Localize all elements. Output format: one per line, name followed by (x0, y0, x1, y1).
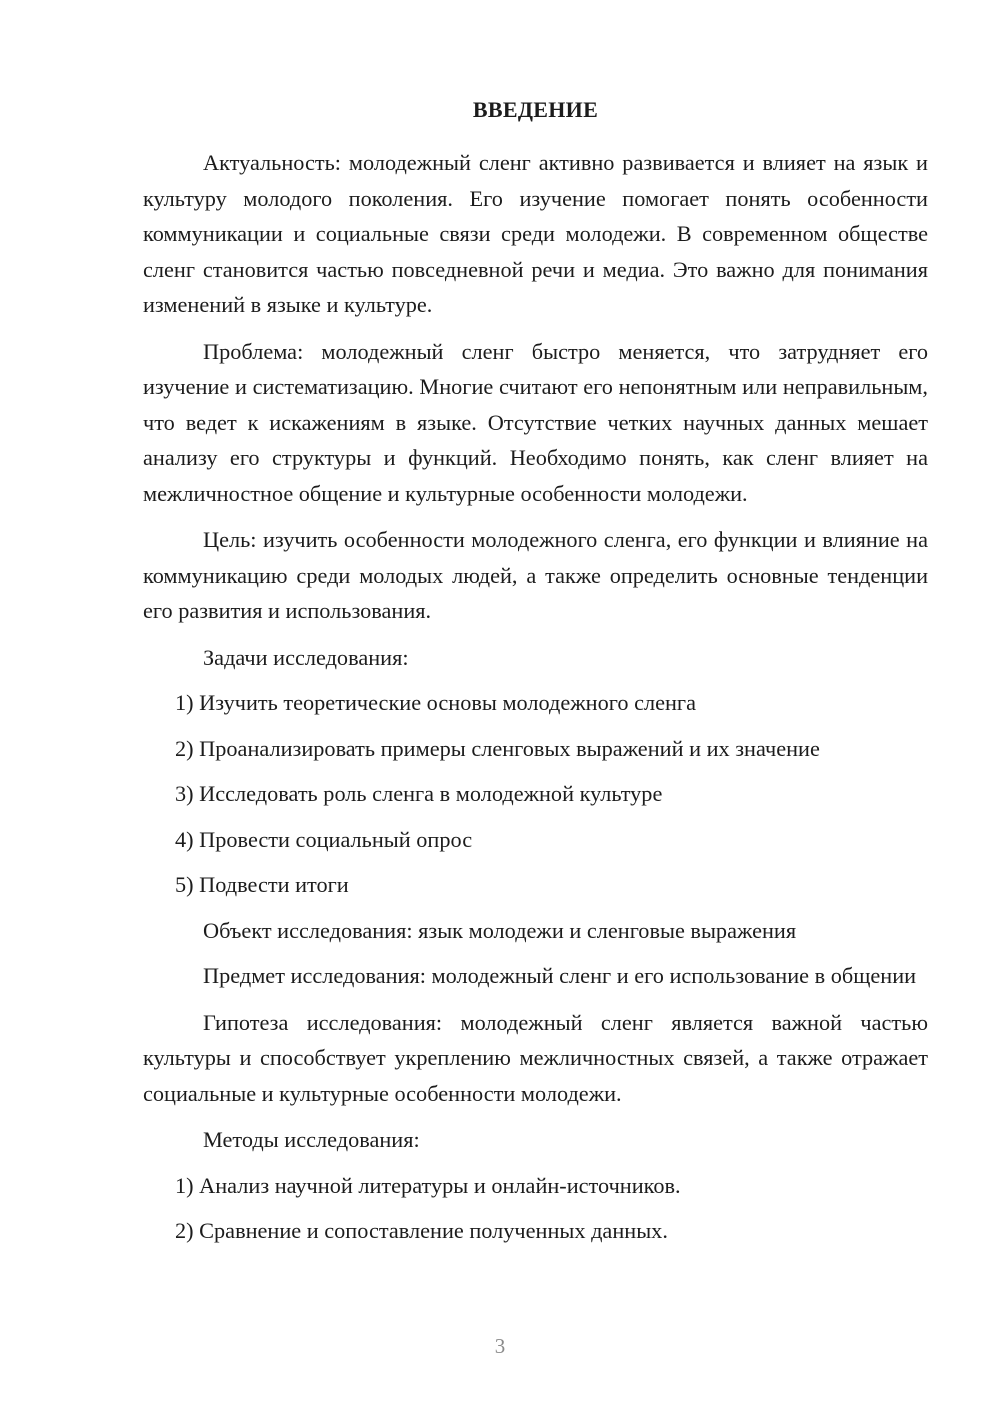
task-item: 1) Изучить теоретические основы молодежного сленга (175, 690, 696, 715)
page-content (143, 93, 928, 1259)
research-subject: Предмет исследования: молодежный сленг и его использование в общении (203, 963, 917, 988)
section-heading: ВВЕДЕНИЕ (472, 97, 599, 122)
task-item: 2) Проанализировать примеры сленговых выражений и их значение (175, 735, 820, 761)
page-number: 3 (494, 1334, 506, 1358)
problem-paragraph: Проблема: молодежный сленг быстро меняется, что затрудняет его изучение и систематизацию. Многие считают его непонятным или неправильным, что ведет к искажениям в языке. Отсутствие четких научных данных мешает анализу его структуры и функций. Необходимо понять, как сленг влияет на межличностное общение и культурные особенности молодежи. (143, 338, 928, 506)
task-item: 4) Провести социальный опрос (175, 826, 473, 852)
tasks-title: Задачи исследования: (203, 644, 409, 670)
goal-paragraph: Цель: изучить особенности молодежного сленга, его функции и влияние на коммуникацию среди молодых людей, а также определить основные тенденции его развития и использования. (143, 527, 928, 623)
method-item: 2) Сравнение и сопоставление полученных данных. (175, 1218, 668, 1243)
research-hypothesis: Гипотеза исследования: молодежный сленг является важной частью культуры и способствует укреплению межличностных связей, а также отражает социальные и культурные особенности молодежи. (143, 1009, 928, 1106)
task-item: 3) Исследовать роль сленга в молодежной культуре (175, 781, 663, 806)
research-object: Объект исследования: язык молодежи и сленговые выражения (203, 917, 797, 943)
task-item: 5) Подвести итоги (175, 872, 349, 897)
methods-title: Методы исследования: (203, 1127, 420, 1152)
relevance-paragraph: Актуальность: молодежный сленг активно развивается и влияет на язык и культуру молодого поколения. Его изучение помогает понять особенности коммуникации и социальные связи среди молодежи. В современном обществе сленг становится частью повседневной речи и медиа. Это важно для понимания изменений в языке и культуре. (143, 150, 928, 317)
method-item: 1) Анализ научной литературы и онлайн-источников. (175, 1172, 681, 1198)
